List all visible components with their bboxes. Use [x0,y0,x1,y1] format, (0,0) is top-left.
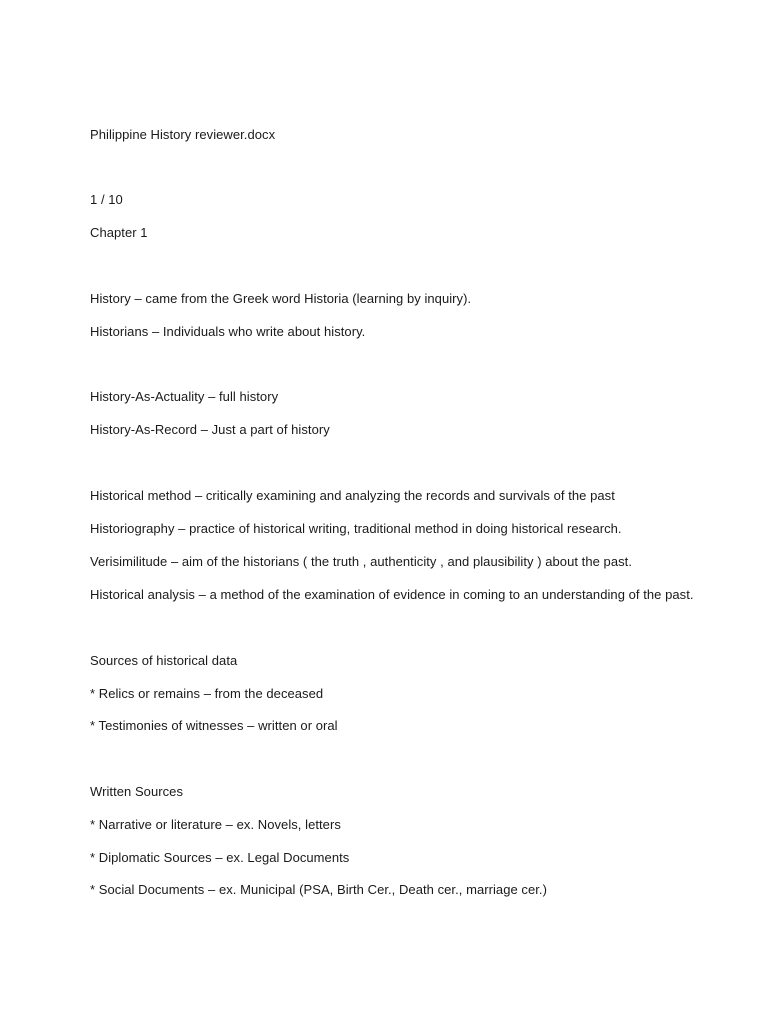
list-item: * Social Documents – ex. Municipal (PSA, Birth Cer., Death cer., marriage cer.) [90,882,547,897]
text-line: Verisimilitude – aim of the historians ( the truth , authenticity , and plausibility ) about the past. [90,554,632,569]
list-item: * Narrative or literature – ex. Novels, letters [90,817,341,832]
document-filename: Philippine History reviewer.docx [90,127,276,142]
text-line: History-As-Record – Just a part of history [90,422,330,437]
text-line: Historical analysis – a method of the examination of evidence in coming to an understanding of the past. [90,587,694,602]
list-item: * Relics or remains – from the deceased [90,686,324,701]
text-line: History – came from the Greek word Historia (learning by inquiry). [90,291,472,306]
list-item: * Diplomatic Sources – ex. Legal Documents [90,850,350,865]
text-line: Historical method – critically examining and analyzing the records and survivals of the past [90,488,615,503]
list-item: * Testimonies of witnesses – written or oral [90,718,338,733]
text-line: Historians – Individuals who write about history. [90,324,366,339]
section-heading: Written Sources [90,784,183,799]
text-line: History-As-Actuality – full history [90,389,279,404]
page-indicator: 1 / 10 [90,192,123,207]
section-heading: Sources of historical data [90,653,238,668]
chapter-heading: Chapter 1 [90,225,148,240]
text-line: Historiography – practice of historical writing, traditional method in doing historical research. [90,521,622,536]
